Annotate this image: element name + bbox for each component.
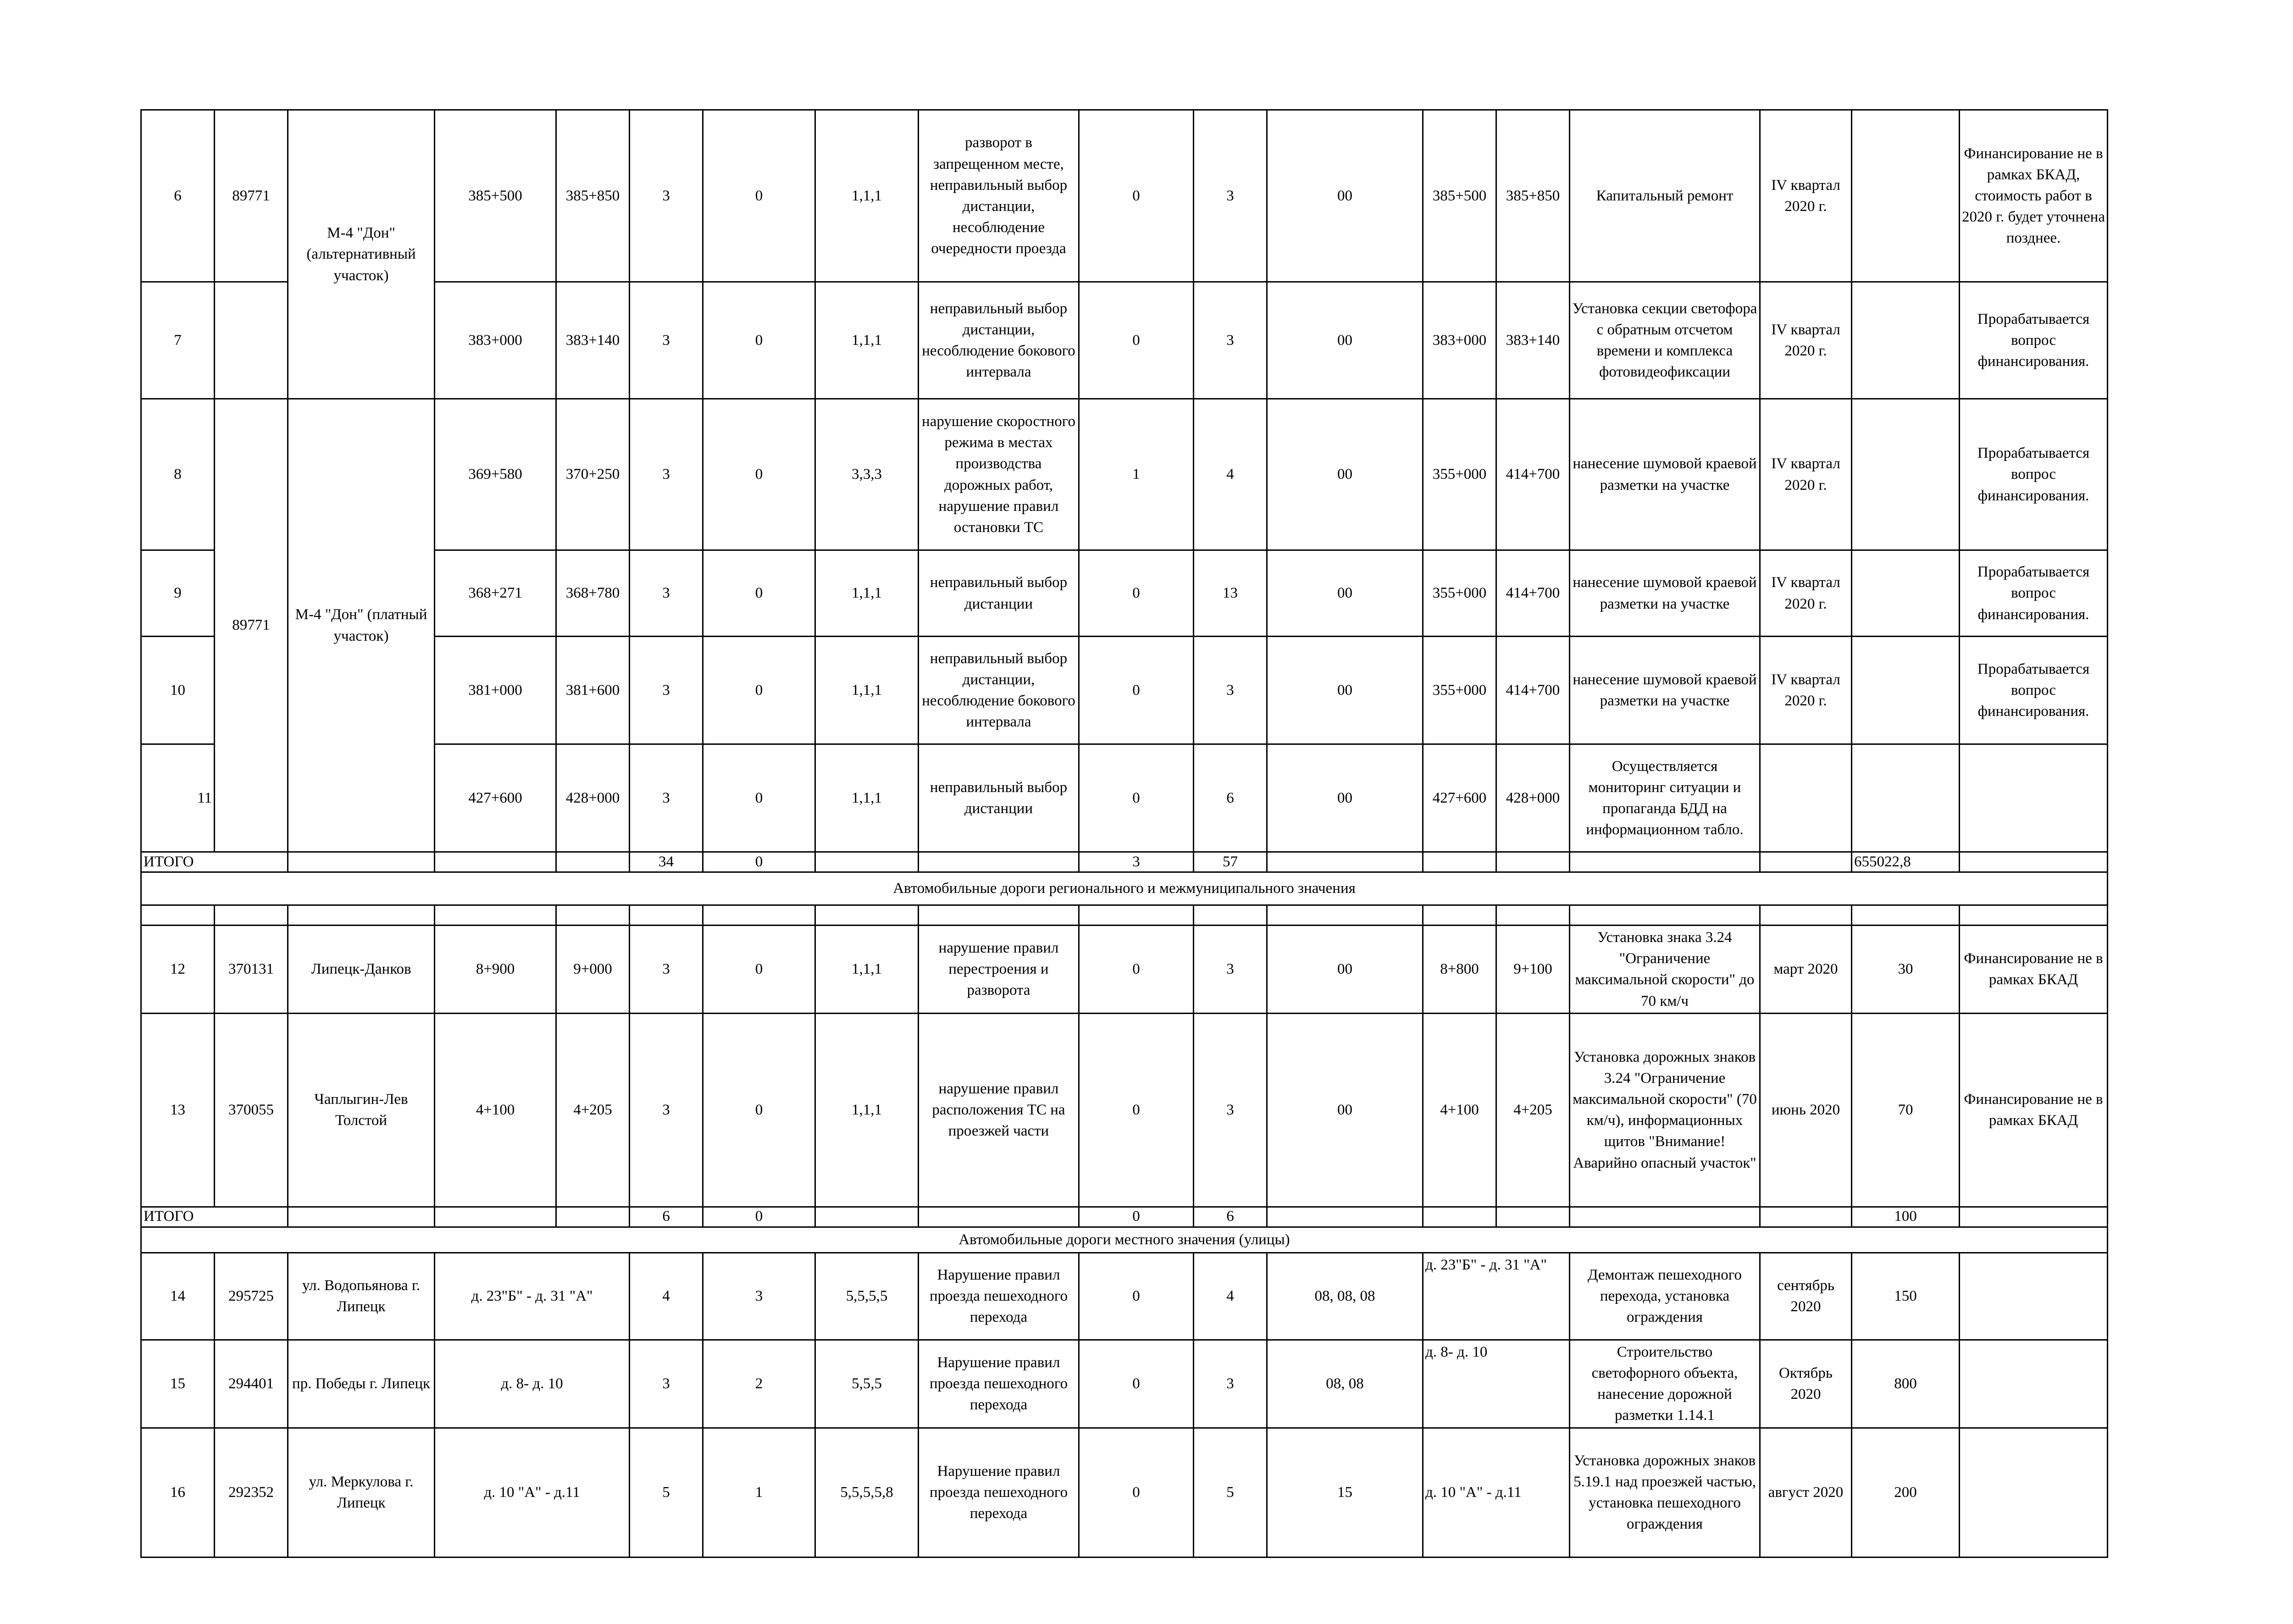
total-row (141, 852, 2108, 872)
finance: Прорабатывается вопрос финансирования. (1960, 550, 2108, 637)
road-name: Липецк-Данков (288, 926, 435, 1014)
table-row (141, 550, 2108, 637)
measure: Демонтаж пешеходного перехода, установка ограждения (1570, 1253, 1760, 1340)
street-section: д. 23"Б" - д. 31 "А" (435, 1253, 630, 1340)
blank-row (141, 905, 2108, 926)
measure: Установка дорожных знаков 5.19.1 над проезжей частью, установка пешеходного ограждения (1570, 1428, 1760, 1557)
count-4: 3 (1194, 637, 1267, 744)
count-1: 3 (630, 399, 703, 550)
count-4: 6 (1194, 744, 1267, 852)
road-id (215, 282, 288, 399)
count-4: 3 (1194, 1013, 1267, 1207)
km-to: 381+600 (556, 637, 630, 744)
count-1: 3 (630, 744, 703, 852)
violation: неправильный выбор дистанции, несоблюдение бокового интервала (919, 282, 1079, 399)
count-1: 4 (630, 1253, 703, 1340)
period: IV квартал 2020 г. (1760, 637, 1852, 744)
violation: Нарушение правил проезда пешеходного перехода (919, 1428, 1079, 1557)
count-2: 0 (703, 399, 815, 550)
row-number: 14 (141, 1253, 215, 1340)
count-3: 0 (1079, 1253, 1194, 1340)
km-from: 383+000 (435, 282, 556, 399)
street-section: д. 10 "А" - д.11 (435, 1428, 630, 1557)
count-2: 0 (703, 637, 815, 744)
measure: нанесение шумовой краевой разметки на участке (1570, 550, 1760, 637)
count-2: 0 (703, 926, 815, 1014)
works-range: д. 8- д. 10 (1423, 1340, 1570, 1428)
row-number: 15 (141, 1340, 215, 1428)
count-1: 3 (630, 1340, 703, 1428)
measure: Установка дорожных знаков 3.24 "Ограничение максимальной скорости" (70 км/ч), информационных щитов "Внимание! Аварийно опасный участок" (1570, 1013, 1760, 1207)
period (1760, 744, 1852, 852)
works-to: 414+700 (1496, 399, 1570, 550)
total-count-4: 6 (1194, 1207, 1267, 1227)
km-to: 368+780 (556, 550, 630, 637)
row-number: 6 (141, 110, 215, 282)
works-to: 385+850 (1496, 110, 1570, 282)
works-to: 428+000 (1496, 744, 1570, 852)
finance: Финансирование не в рамках БКАД, стоимость работ в 2020 г. будет уточнена позднее. (1960, 110, 2108, 282)
section-title-regional: Автомобильные дороги регионального и межмуниципального значения (141, 872, 2108, 905)
cost (1852, 637, 1960, 744)
measure: Капитальный ремонт (1570, 110, 1760, 282)
codes: 5,5,5,5,8 (815, 1428, 919, 1557)
violation: неправильный выбор дистанции (919, 744, 1079, 852)
violation: нарушение правил расположения ТС на проезжей части (919, 1013, 1079, 1207)
count-2: 2 (703, 1340, 815, 1428)
row-number: 9 (141, 550, 215, 637)
km-to: 383+140 (556, 282, 630, 399)
count-3: 0 (1079, 744, 1194, 852)
measure: нанесение шумовой краевой разметки на участке (1570, 637, 1760, 744)
road-name: Чаплыгин-Лев Толстой (288, 1013, 435, 1207)
count-2: 0 (703, 744, 815, 852)
count-1: 3 (630, 110, 703, 282)
km-from: 4+100 (435, 1013, 556, 1207)
count-1: 3 (630, 1013, 703, 1207)
violation: нарушение правил перестроения и разворота (919, 926, 1079, 1014)
works-from: 4+100 (1423, 1013, 1496, 1207)
count-3: 0 (1079, 1013, 1194, 1207)
km-to: 9+000 (556, 926, 630, 1014)
period: сентябрь 2020 (1760, 1253, 1852, 1340)
finance: Финансирование не в рамках БКАД (1960, 926, 2108, 1014)
works-range: д. 23"Б" - д. 31 "А" (1423, 1253, 1570, 1340)
road-id: 370131 (215, 926, 288, 1014)
finance (1960, 1428, 2108, 1557)
total-label: ИТОГО (141, 1207, 288, 1227)
works-from: 8+800 (1423, 926, 1496, 1014)
works-to: 9+100 (1496, 926, 1570, 1014)
row-number: 8 (141, 399, 215, 550)
count-5: 00 (1267, 744, 1423, 852)
codes: 1,1,1 (815, 1013, 919, 1207)
count-3: 0 (1079, 637, 1194, 744)
works-from: 383+000 (1423, 282, 1496, 399)
total-count-3: 3 (1079, 852, 1194, 872)
codes: 1,1,1 (815, 282, 919, 399)
total-cost: 100 (1852, 1207, 1960, 1227)
total-count-4: 57 (1194, 852, 1267, 872)
works-from: 427+600 (1423, 744, 1496, 852)
cost (1852, 399, 1960, 550)
count-4: 4 (1194, 1253, 1267, 1340)
codes: 1,1,1 (815, 926, 919, 1014)
count-2: 0 (703, 110, 815, 282)
cost (1852, 744, 1960, 852)
works-from: 355+000 (1423, 399, 1496, 550)
period: IV квартал 2020 г. (1760, 282, 1852, 399)
finance (1960, 1340, 2108, 1428)
km-from: 427+600 (435, 744, 556, 852)
count-5: 00 (1267, 1013, 1423, 1207)
count-3: 0 (1079, 110, 1194, 282)
codes: 1,1,1 (815, 550, 919, 637)
km-to: 4+205 (556, 1013, 630, 1207)
finance: Прорабатывается вопрос финансирования. (1960, 282, 2108, 399)
section-header-row (141, 1227, 2108, 1253)
km-from: 381+000 (435, 637, 556, 744)
street-section: д. 8- д. 10 (435, 1340, 630, 1428)
finance (1960, 744, 2108, 852)
cost: 200 (1852, 1428, 1960, 1557)
road-name: ул. Меркулова г. Липецк (288, 1428, 435, 1557)
violation: разворот в запрещенном месте, неправильный выбор дистанции, несоблюдение очередности проезда (919, 110, 1079, 282)
count-4: 3 (1194, 926, 1267, 1014)
section-title-local: Автомобильные дороги местного значения (улицы) (141, 1227, 2108, 1253)
count-2: 0 (703, 550, 815, 637)
total-count-1: 34 (630, 852, 703, 872)
count-5: 00 (1267, 110, 1423, 282)
total-count-2: 0 (703, 852, 815, 872)
km-from: 385+500 (435, 110, 556, 282)
count-2: 1 (703, 1428, 815, 1557)
codes: 1,1,1 (815, 110, 919, 282)
count-5: 00 (1267, 926, 1423, 1014)
road-id: 294401 (215, 1340, 288, 1428)
codes: 5,5,5 (815, 1340, 919, 1428)
count-2: 0 (703, 1013, 815, 1207)
count-5: 00 (1267, 550, 1423, 637)
violation: неправильный выбор дистанции, несоблюдение бокового интервала (919, 637, 1079, 744)
road-name: М-4 "Дон" (платный участок) (288, 399, 435, 852)
km-from: 8+900 (435, 926, 556, 1014)
road-safety-table (140, 109, 2108, 1558)
cost (1852, 282, 1960, 399)
count-1: 3 (630, 637, 703, 744)
count-5: 08, 08 (1267, 1340, 1423, 1428)
count-1: 5 (630, 1428, 703, 1557)
table-row (141, 1013, 2108, 1207)
violation: неправильный выбор дистанции (919, 550, 1079, 637)
total-count-3: 0 (1079, 1207, 1194, 1227)
period: июнь 2020 (1760, 1013, 1852, 1207)
row-number: 13 (141, 1013, 215, 1207)
count-1: 3 (630, 550, 703, 637)
table-row (141, 1428, 2108, 1557)
measure: Осуществляется мониторинг ситуации и пропаганда БДД на информационном табло. (1570, 744, 1760, 852)
measure: нанесение шумовой краевой разметки на участке (1570, 399, 1760, 550)
table-row (141, 282, 2108, 399)
finance (1960, 1253, 2108, 1340)
cost (1852, 550, 1960, 637)
violation: нарушение скоростного режима в местах производства дорожных работ, нарушение правил остановки ТС (919, 399, 1079, 550)
works-to: 383+140 (1496, 282, 1570, 399)
road-name: ул. Водопьянова г. Липецк (288, 1253, 435, 1340)
road-id: 295725 (215, 1253, 288, 1340)
finance: Финансирование не в рамках БКАД (1960, 1013, 2108, 1207)
table-row (141, 1253, 2108, 1340)
km-to: 370+250 (556, 399, 630, 550)
count-3: 0 (1079, 1428, 1194, 1557)
violation: Нарушение правил проезда пешеходного перехода (919, 1253, 1079, 1340)
row-number: 10 (141, 637, 215, 744)
road-id: 292352 (215, 1428, 288, 1557)
finance: Прорабатывается вопрос финансирования. (1960, 399, 2108, 550)
period: Октябрь 2020 (1760, 1340, 1852, 1428)
total-cost: 655022,8 (1852, 852, 1960, 872)
total-count-2: 0 (703, 1207, 815, 1227)
cost: 800 (1852, 1340, 1960, 1428)
cost (1852, 110, 1960, 282)
measure: Установка секции светофора с обратным отсчетом времени и комплекса фотовидеофиксации (1570, 282, 1760, 399)
total-label: ИТОГО (141, 852, 288, 872)
km-to: 385+850 (556, 110, 630, 282)
road-id: 370055 (215, 1013, 288, 1207)
works-from: 355+000 (1423, 550, 1496, 637)
codes: 1,1,1 (815, 637, 919, 744)
works-to: 414+700 (1496, 637, 1570, 744)
violation: Нарушение правил проезда пешеходного перехода (919, 1340, 1079, 1428)
section-header-row (141, 872, 2108, 905)
period: август 2020 (1760, 1428, 1852, 1557)
total-row (141, 1207, 2108, 1227)
count-3: 0 (1079, 926, 1194, 1014)
km-from: 368+271 (435, 550, 556, 637)
table-row (141, 110, 2108, 282)
period: IV квартал 2020 г. (1760, 550, 1852, 637)
road-name: пр. Победы г. Липецк (288, 1340, 435, 1428)
row-number: 12 (141, 926, 215, 1014)
count-4: 3 (1194, 110, 1267, 282)
works-to: 4+205 (1496, 1013, 1570, 1207)
count-3: 0 (1079, 1340, 1194, 1428)
count-1: 3 (630, 926, 703, 1014)
cost: 70 (1852, 1013, 1960, 1207)
count-4: 3 (1194, 282, 1267, 399)
count-5: 00 (1267, 282, 1423, 399)
period: IV квартал 2020 г. (1760, 110, 1852, 282)
table-row (141, 637, 2108, 744)
count-3: 1 (1079, 399, 1194, 550)
count-1: 3 (630, 282, 703, 399)
codes: 1,1,1 (815, 744, 919, 852)
period: март 2020 (1760, 926, 1852, 1014)
road-id: 89771 (215, 399, 288, 852)
works-range: д. 10 "А" - д.11 (1423, 1428, 1570, 1557)
total-count-1: 6 (630, 1207, 703, 1227)
count-5: 15 (1267, 1428, 1423, 1557)
count-2: 0 (703, 282, 815, 399)
count-4: 13 (1194, 550, 1267, 637)
count-2: 3 (703, 1253, 815, 1340)
finance: Прорабатывается вопрос финансирования. (1960, 637, 2108, 744)
km-to: 428+000 (556, 744, 630, 852)
count-4: 4 (1194, 399, 1267, 550)
road-name: М-4 "Дон" (альтернативный участок) (288, 110, 435, 399)
count-4: 5 (1194, 1428, 1267, 1557)
cost: 150 (1852, 1253, 1960, 1340)
codes: 5,5,5,5 (815, 1253, 919, 1340)
works-from: 385+500 (1423, 110, 1496, 282)
count-5: 00 (1267, 399, 1423, 550)
count-5: 08, 08, 08 (1267, 1253, 1423, 1340)
measure: Установка знака 3.24 "Ограничение максимальной скорости" до 70 км/ч (1570, 926, 1760, 1014)
count-5: 00 (1267, 637, 1423, 744)
measure: Строительство светофорного объекта, нанесение дорожной разметки 1.14.1 (1570, 1340, 1760, 1428)
table-row (141, 926, 2108, 1014)
cost: 30 (1852, 926, 1960, 1014)
road-id: 89771 (215, 110, 288, 282)
table-row (141, 1340, 2108, 1428)
row-number: 7 (141, 282, 215, 399)
row-number: 11 (141, 744, 215, 852)
table-row (141, 399, 2108, 550)
table-row (141, 744, 2108, 852)
works-from: 355+000 (1423, 637, 1496, 744)
row-number: 16 (141, 1428, 215, 1557)
km-from: 369+580 (435, 399, 556, 550)
count-4: 3 (1194, 1340, 1267, 1428)
works-to: 414+700 (1496, 550, 1570, 637)
period: IV квартал 2020 г. (1760, 399, 1852, 550)
count-3: 0 (1079, 282, 1194, 399)
codes: 3,3,3 (815, 399, 919, 550)
count-3: 0 (1079, 550, 1194, 637)
